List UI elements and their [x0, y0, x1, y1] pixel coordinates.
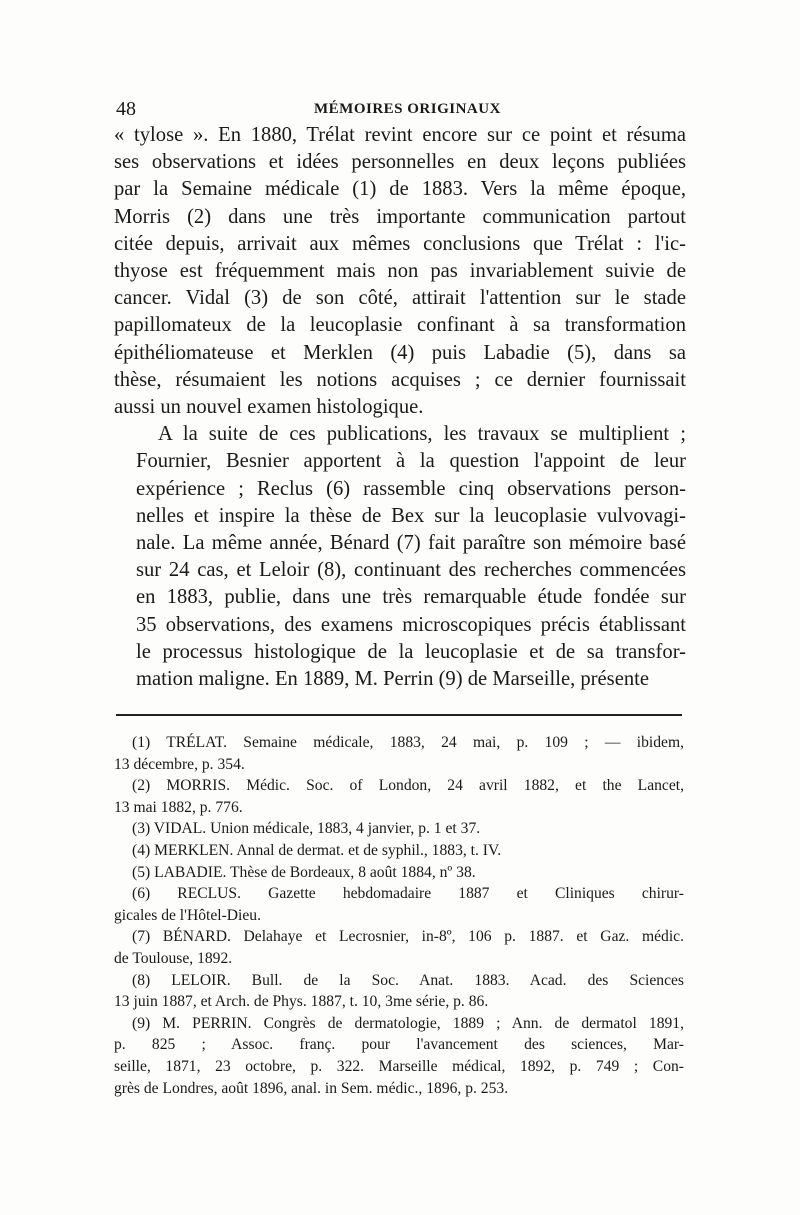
paragraph-2-line: mation maligne. En 1889, M. Perrin (9) de Marseille, présente	[136, 668, 649, 691]
paragraph-2-line: 35 observations, des examens microscopiques précis établissant	[136, 613, 686, 636]
paragraph-2-line: nale. La même année, Bénard (7) fait paraître son mémoire basé	[136, 532, 686, 555]
paragraph-2-line: le processus histologique de la leucoplasie et de sa transfor-	[136, 640, 686, 663]
paragraph-1-line: « tylose ». En 1880, Trélat revint encore sur ce point et résuma	[114, 124, 686, 146]
footnote-line: 13 décembre, p. 354.	[114, 755, 245, 773]
paragraph-1-line: ses observations et idées personnelles en deux leçons publiées	[114, 151, 686, 174]
paragraph-2-line: en 1883, publie, dans une très remarquable étude fondée sur	[136, 586, 686, 609]
paragraph-1-line: par la Semaine médicale (1) de 1883. Vers la même époque,	[114, 178, 686, 201]
footnote-line: (5) LABADIE. Thèse de Bordeaux, 8 août 1884, nº 38.	[132, 863, 476, 881]
footnote-line: grès de Londres, août 1896, anal. in Sem. médic., 1896, p. 253.	[114, 1079, 509, 1097]
footnote-line: gicales de l'Hôtel-Dieu.	[114, 906, 261, 924]
footnote-line: 13 juin 1887, et Arch. de Phys. 1887, t. 10, 3me série, p. 86.	[114, 993, 489, 1011]
footnote-4	[114, 840, 684, 862]
footnotes	[114, 732, 684, 1099]
paragraph-2-line: Fournier, Besnier apportent à la question l'appoint de leur	[136, 450, 686, 473]
footnote-line: (1) TRÉLAT. Semaine médicale, 1883, 24 mai, p. 109 ; — ibidem,	[132, 734, 684, 751]
paragraph-1-line: aussi un nouvel examen histologique.	[114, 396, 424, 419]
running-head: MÉMOIRES ORIGINAUX	[314, 101, 501, 117]
main-text	[114, 122, 686, 693]
footnote-line: (6) RECLUS. Gazette hebdomadaire 1887 et Cliniques chirur-	[132, 885, 684, 903]
footnote-line: (9) M. PERRIN. Congrès de dermatologie, 1889 ; Ann. de dermatol 1891,	[132, 1014, 684, 1032]
footnote-8	[114, 970, 684, 1013]
paragraph-2-line: nelles et inspire la thèse de Bex sur la leucoplasie vulvovagi-	[136, 504, 686, 527]
paragraph-1-line: Morris (2) dans une très importante communication partout	[114, 205, 686, 228]
footnote-3	[114, 818, 684, 840]
footnote-divider	[116, 714, 682, 716]
footnote-1	[114, 732, 684, 775]
paragraph-2-line: sur 24 cas, et Leloir (8), continuant des recherches commencées	[136, 559, 686, 582]
footnote-7	[114, 926, 684, 969]
footnote-line: de Toulouse, 1892.	[114, 949, 233, 967]
footnote-line: (3) VIDAL. Union médicale, 1883, 4 janvier, p. 1 et 37.	[132, 820, 481, 838]
footnote-6	[114, 883, 684, 926]
footnote-line: (7) BÉNARD. Delahaye et Lecrosnier, in-8º, 106 p. 1887. et Gaz. médic.	[132, 928, 684, 946]
footnote-line: (4) MERKLEN. Annal de dermat. et de syphil., 1883, t. IV.	[132, 841, 502, 859]
paragraph-1-line: thèse, résumaient les notions acquises ; ce dernier fournissait	[114, 368, 686, 391]
paragraph-2-line: A la suite de ces publications, les travaux se multiplient ;	[158, 423, 686, 446]
paragraph-1-line: citée depuis, arrivait aux mêmes conclusions que Trélat : l'ic-	[114, 232, 686, 255]
paragraph-2	[114, 421, 686, 693]
paragraph-2-line: expérience ; Reclus (6) rassemble cinq observations person-	[136, 477, 686, 500]
paragraph-1-line: papillomateux de la leucoplasie confinant à sa transformation	[114, 314, 686, 337]
footnote-line: 13 mai 1882, p. 776.	[114, 798, 243, 816]
page-header	[116, 98, 686, 122]
paragraph-1-line: épithéliomateuse et Merklen (4) puis Labadie (5), dans sa	[114, 341, 686, 364]
footnote-9	[114, 1013, 684, 1099]
paragraph-1-line: cancer. Vidal (3) de son côté, attirait l'attention sur le stade	[114, 287, 686, 310]
paragraph-1	[114, 122, 686, 421]
footnote-line: (2) MORRIS. Médic. Soc. of London, 24 avril 1882, et the Lancet,	[132, 777, 684, 795]
paragraph-1-line: thyose est fréquemment mais non pas invariablement suivie de	[114, 260, 686, 283]
footnote-line: p. 825 ; Assoc. franç. pour l'avancement des sciences, Mar-	[114, 1036, 684, 1054]
footnote-line: seille, 1871, 23 octobre, p. 322. Marseille médical, 1892, p. 749 ; Con-	[114, 1057, 684, 1075]
footnote-2	[114, 775, 684, 818]
page-number: 48	[116, 98, 136, 120]
footnote-5	[114, 862, 684, 884]
footnote-line: (8) LELOIR. Bull. de la Soc. Anat. 1883. Acad. des Sciences	[132, 971, 684, 989]
